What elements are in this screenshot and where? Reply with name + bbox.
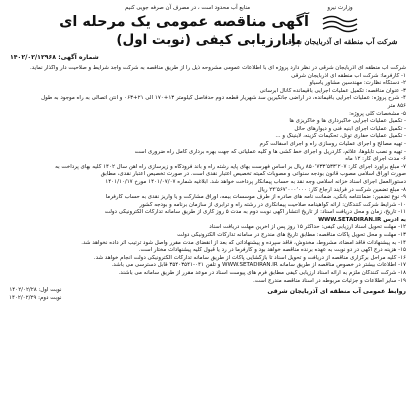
body-paragraph: ۴- شرح پروژه: عملیات اجرایی باقیمانده، در اراضی جانگیرین سد شهریار قطعه دوم حدفاصل کیلومتر ۱۳+۱۷۰ الی ۲۱+۰۶۳ و آنتن اتصالی به راه موجود به طول (41, 95, 406, 102)
signature: روابط عمومی آب منطقه ای آذربایجان شرقی (267, 288, 406, 296)
date-second-publication: نوبت دوم: ۱۴۰۲/۰۲/۲۹ (9, 295, 62, 302)
body-paragraph: ۱۸- شرکت کنندگان ملزم به ارائه اسناد ارزیابی کیفی مطابق فرم های پیوست اسناد در موعد مقرر از طریق سامانه می باشند. (118, 270, 406, 277)
body-paragraph: به آدرس WWW.SETADIRAN.IR (318, 216, 406, 223)
body-paragraph: ۶- مدت اجرای کار: ۱۲ ماه (345, 156, 406, 163)
body-paragraph: ۱۳- مهلت و محل تحویل پاکات مناقصه: مطابق تاریخ های مندرج در سامانه تدارکات الکترونیکی دولت (177, 232, 406, 239)
advertisement-body (7, 65, 406, 285)
body-paragraph: - تکمیل عملیات اجرای ابنیه فنی و دیوارهای حائل (294, 125, 406, 132)
body-paragraph: ۱۰- شرایط شرکت کنندگان: ارائه گواهینامه صلاحیت پیمانکاری در رشته راه و ترابری از سازمان برنامه و بودجه کشور (139, 201, 406, 208)
slogan: منابع آب محدود است ، در مصرف آن صرفه جویی کنیم (125, 5, 251, 11)
body-paragraph: ۹- نوع تضمین: ضمانتنامه بانکی، ضمانت نامه های صادره از طرف موسسات بیمه، اوراق مشارکت و یا واریز نقدی به حساب کارفرما (105, 194, 406, 201)
body-paragraph: ۱- کارفرما: شرکت آب منطقه ای آذربایجان شرقی (291, 72, 406, 79)
body-paragraph: دستورالعمل اجرای اسناد خزانه اسلامی وجه نقد به حساب پیمانکار پرداخت خواهد شد. ابلاغیه شماره ۱۴۰۱/۰۷/۰۷ مورخ ۱۴۰۱/۱۰/۱۷ (105, 178, 406, 185)
header (7, 3, 406, 65)
body-paragraph: ۱۱- تاریخ، زمان و محل دریافت اسناد: از تاریخ انتشار آگهی نوبت دوم به مدت ۵ روز کاری از طریق سامانه تدارکات الکترونیکی دولت (104, 209, 406, 216)
body-paragraph: ۱۹- سایر اطلاعات و جزئیات مربوطه در اسناد مناقصه مندرج است. (252, 277, 406, 284)
company-name: شرکت آب منطقه ای آذربایجان شرقی (282, 37, 398, 46)
body-paragraph: ۱۷- اطلاعات بیشتر در خصوص مناقصه از طریق سامانه WWW.SETADIRAN.IR و تلفن ۰۴۱-۳۵۴۰۳۵۴۱ قابل دسترسی می باشد. (111, 262, 406, 269)
body-paragraph: ۳- عنوان مناقصه: تکمیل عملیات اجرایی باقیمانده کانال آبرسانی (259, 87, 406, 94)
ad-number: شماره آگهی: ۱۴۰۲/۰۲/۱۲۹۶۸ (10, 54, 99, 61)
body-paragraph: صورت اوراق اسلامی مصوب قانون بودجه سنواتی و مصوبات کمیته تخصیص اعتبار نقدی است. در صورت تخصیص اعتبار نقدی، مطابق (100, 171, 406, 178)
body-paragraph: ۵- مشخصات کلی پروژه: (349, 110, 406, 117)
ministry-name: وزارت نیرو (327, 5, 353, 11)
body-paragraph: ۱۲- مهلت تحویل اسناد ارزیابی کیفی: حداکثر ۱۵ روز پس از آخرین مهلت دریافت اسناد (209, 224, 406, 231)
water-waves-logo-icon (320, 13, 360, 33)
body-paragraph: ۷- مبلغ برآورد اجرای کار: ۸۵۰٬۷۳۳٬۵۳۳٬۲۰۷ ریال بر اساس فهرست بهای پایه رشته راه و باند فرودگاه و زیرسازی راه آهن سال ۱۴۰۲ کلیه بهای پرداخت به (55, 163, 406, 170)
body-paragraph: - تکمیل عملیات اجرایی خاکبرداری ها و خاکریزی ها (289, 118, 406, 125)
title-sub: با ارزیابی کیفی (نوبت اول) (116, 32, 301, 48)
body-paragraph: - تهیه مصالح و اجرای عملیات روسازی راه و اجرای آسفالت گرم (259, 140, 406, 147)
body-paragraph: ۱۴- به پیشنهادات فاقد امضاء، مشروط، مخدوش، فاقد سپرده و پیشنهاداتی که بعد از انقضای مدت مقرر واصل شود ترتیب اثر داده نخواهد شد. (81, 239, 406, 246)
body-paragraph: - تهیه و نصب تابلوها، علائم، گاردریل و اجرای خط کشی ها و کلیه عملیاتی که جهت بهره برداری کامل راه ضروری است (134, 148, 406, 155)
body-paragraph: - تکمیل عملیات حفاری تونل، تحکیمات گزینه، لاینینگ و ... (275, 133, 406, 140)
body-paragraph: شرکت آب منطقه ای آذربایجان شرقی در نظر دارد پروژه ای با اطلاعات عمومی مشروحه ذیل را از طریق مناقصه به شرکت واجد شرایط و صلاحیت دار واگذار نماید. (30, 65, 406, 71)
body-paragraph: ۸- مبلغ تضمین شرکت در فرایند ارجاع کار: ۲۴٬۵۶۷٬۰۰۰٬۰۰۰ ریال (257, 186, 406, 193)
title-main: آگهی مناقصه عمومی یک مرحله ای (59, 14, 309, 30)
body-paragraph: ۱۵- هزینه درج آگهی در دو نوبت به عهده برنده مناقصه خواهد بود و کارفرما در رد یا قبول کلیه پیشنهادات مختار است. (138, 247, 406, 254)
footer (7, 286, 406, 316)
body-paragraph: ۲- دستگاه نظارت: مهندسین مشاور یاسیاو (309, 80, 406, 87)
publication-dates (9, 286, 62, 302)
date-first-publication: نوبت اول: ۱۴۰۲/۰۲/۲۸ (9, 287, 62, 294)
body-paragraph: ۸۵۶ متر (387, 102, 406, 109)
body-paragraph: ۱۶- کلیه مراحل برگزاری مناقصه از دریافت و تحویل اسناد تا بازگشایی پاکات از طریق سامانه تدارکات الکترونیکی دولت انجام خواهد شد. (93, 254, 406, 261)
